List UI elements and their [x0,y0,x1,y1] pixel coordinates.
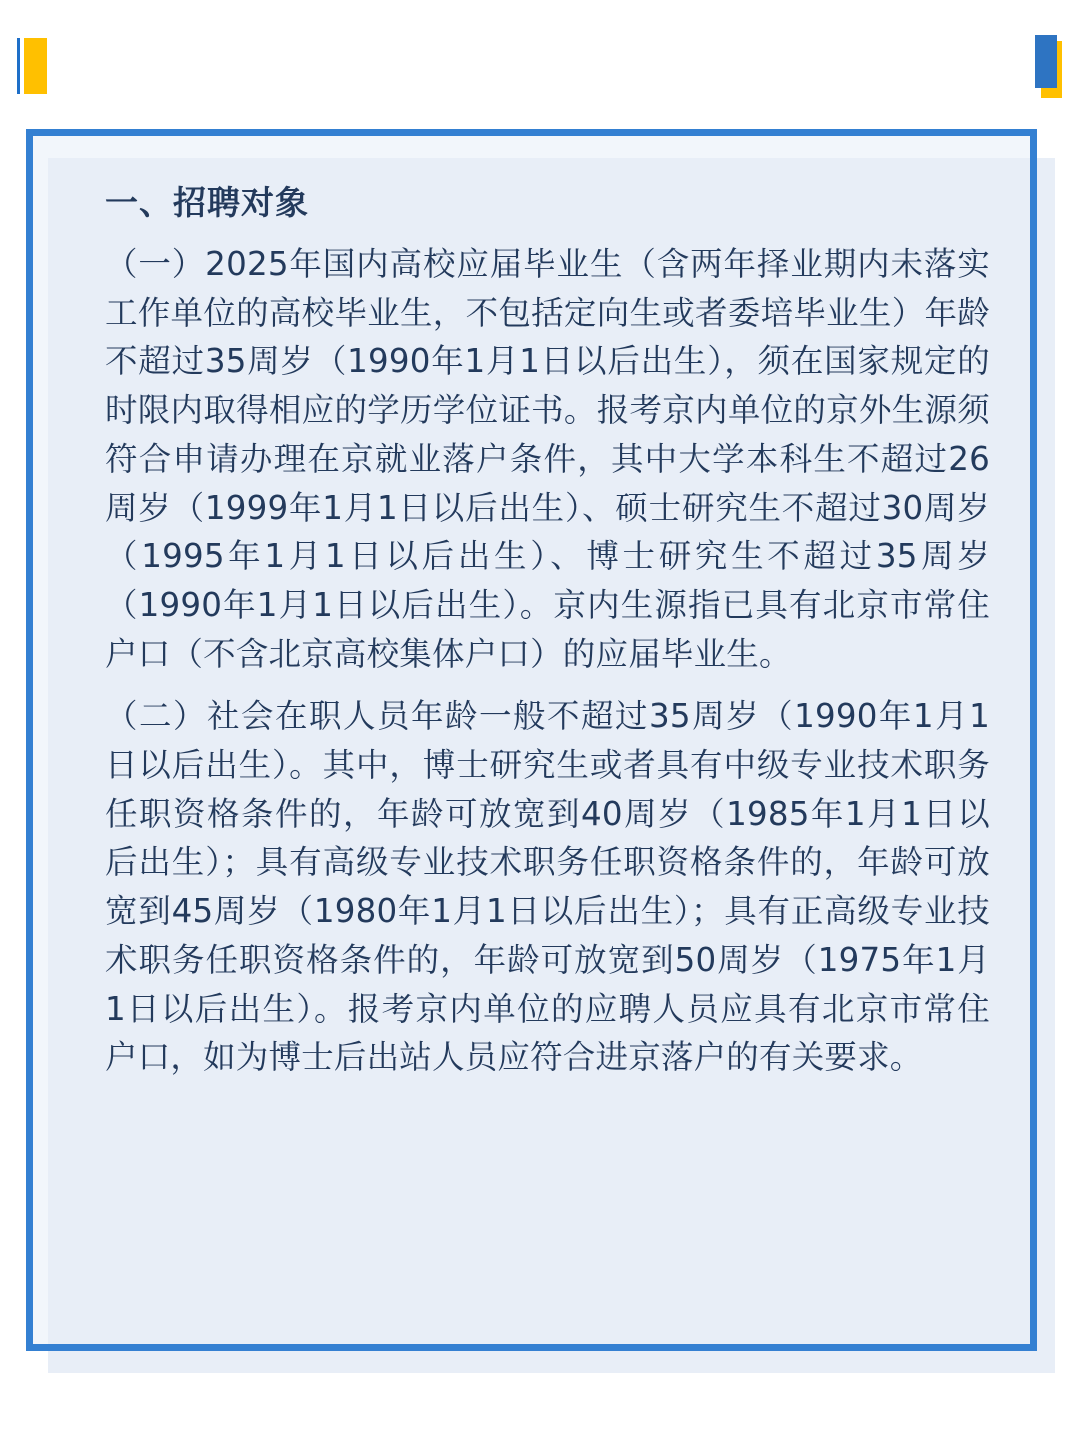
paragraph-graduates: （一）2025年国内高校应届毕业生（含两年择业期内未落实工作单位的高校毕业生，不包括定向生或者委培毕业生）年龄不超过35周岁（1990年1月1日以后出生），须在国家规定的时限内取得相应的学历学位证书。报考京内单位的京外生源须符合申请办理在京就业落户条件，其中大学本科生不超过26周岁（1999年1月1日以后出生）、硕士研究生不超过30周岁（1995年1月1日以后出生）、博士研究生不超过35周岁（1990年1月1日以后出生）。京内生源指已具有北京市常住户口（不含北京高校集体户口）的应届毕业生。 [105,245,990,673]
corner-accent-block [24,38,47,94]
corner-accent-line [17,38,20,94]
paragraph-employed: （二）社会在职人员年龄一般不超过35周岁（1990年1月1日以后出生）。其中，博士研究生或者具有中级专业技术职务任职资格条件的，年龄可放宽到40周岁（1985年1月1日以后出生）；具有高级专业技术职务任职资格条件的，年龄可放宽到45周岁（1980年1月1日以后出生）；具有正高级专业技术职务任职资格条件的，年龄可放宽到50周岁（1975年1月1日以后出生）。报考京内单位的应聘人员应具有北京市常住户口，如为博士后出站人员应符合进京落户的有关要求。 [105,697,990,1077]
panel-content [105,178,990,1082]
corner-accent-block-right [1035,35,1057,88]
section-heading: 一、招聘对象 [105,183,309,222]
